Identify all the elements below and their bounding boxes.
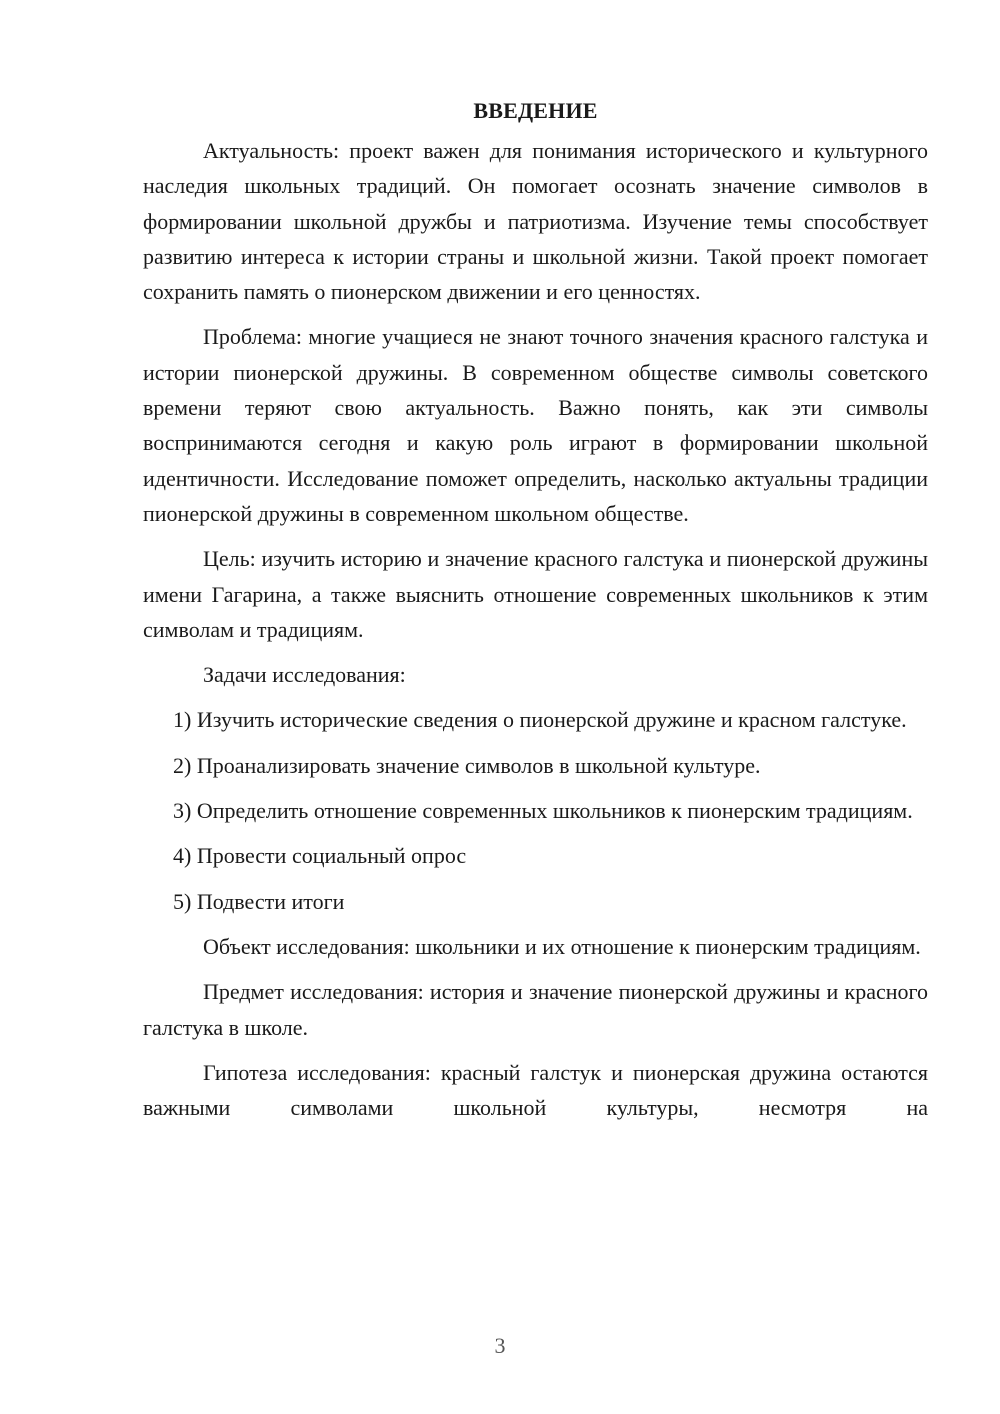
task-item-3: 3) Определить отношение современных школьников к пионерским традициям.	[173, 798, 913, 824]
problem-paragraph: Проблема: многие учащиеся не знают точного значения красного галстука и истории пионерской дружины. В современном обществе символы советского времени теряют свою актуальность. Важно понять, как эти символы воспринимаются сегодня и какую роль играют в формировании школьной идентичности. Исследование поможет определить, насколько актуальны традиции пионерской дружины в современном школьном обществе.	[143, 324, 928, 526]
task-item-1: 1) Изучить исторические сведения о пионерской дружине и красном галстуке.	[173, 707, 907, 733]
task-item-2: 2) Проанализировать значение символов в школьной культуре.	[173, 752, 761, 778]
relevance-paragraph: Актуальность: проект важен для понимания исторического и культурного наследия школьных традиций. Он помогает осознать значение символов в формировании школьной дружбы и патриотизма. Изучение темы способствует развитию интереса к истории страны и школьной жизни. Такой проект помогает сохранить память о пионерском движении и его ценностях.	[143, 138, 928, 305]
tasks-heading: Задачи исследования:	[203, 662, 406, 688]
object-paragraph: Объект исследования: школьники и их отношение к пионерским традициям.	[203, 933, 921, 959]
page-number: 3	[494, 1333, 506, 1358]
hypothesis-paragraph: Гипотеза исследования: красный галстук и пионерская дружина остаются важными символами школьной культуры, несмотря на	[143, 1059, 928, 1121]
goal-paragraph: Цель: изучить историю и значение красного галстука и пионерской дружины имени Гагарина, а также выяснить отношение современных школьников к этим символам и традициям.	[143, 546, 928, 642]
task-item-5: 5) Подвести итоги	[173, 888, 345, 914]
task-item-4: 4) Провести социальный опрос	[173, 843, 467, 869]
section-heading: ВВЕДЕНИЕ	[473, 98, 598, 123]
subject-paragraph: Предмет исследования: история и значение пионерской дружины и красного галстука в школе.	[143, 979, 928, 1040]
